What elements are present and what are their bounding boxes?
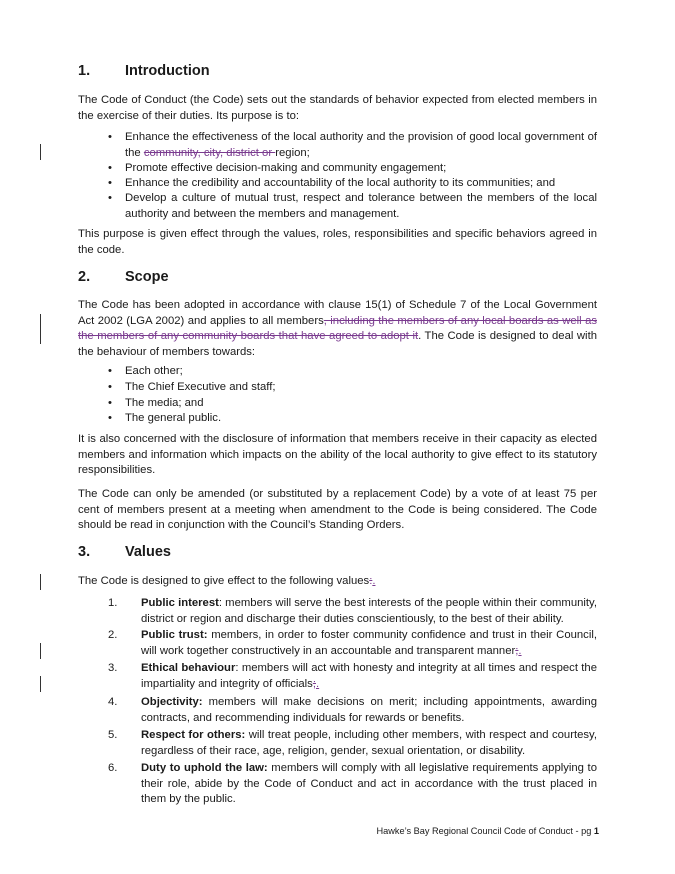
section-title: Values (125, 544, 171, 560)
inserted-text: . (372, 575, 376, 587)
item-number: 6. (108, 762, 118, 774)
list-item: • Develop a culture of mutual trust, respect and tolerance between the members of the local authority and between the members and management. (108, 192, 597, 220)
list-item: 5. Respect for others: will treat people, including other members, with respect and courtesy, regardless of their race, age, religion, gender, sexual orientation, or disability. (108, 729, 597, 757)
inserted-text: . (518, 644, 522, 657)
bullet-icon: • (108, 397, 112, 409)
page-footer: Hawke’s Bay Regional Council Code of Conduct - pg 1 (376, 826, 599, 836)
section-number: 1. (78, 63, 91, 79)
change-bar (40, 574, 41, 590)
bullet-icon: • (108, 412, 112, 424)
section-title: Scope (125, 269, 169, 285)
intro-paragraph: The Code of Conduct (the Code) sets out the standards of behavior expected from elected members in the exercise of their duties. Its purpose is to: (78, 94, 597, 122)
list-item: • The Chief Executive and staff; (108, 380, 597, 396)
item-number: 4. (108, 696, 118, 708)
list-item: 3. Ethical behaviour: members will act with honesty and integrity at all times and respect the impartiality and integrity of officials;. (108, 662, 597, 690)
deleted-text: ; (515, 644, 519, 657)
item-number: 2. (108, 629, 118, 641)
section-heading-scope (78, 270, 378, 288)
list-item: • Enhance the credibility and accountability of the local authority to its communities; and (108, 176, 597, 192)
value-term: Respect for others: (141, 729, 246, 741)
change-bar (40, 643, 41, 659)
bullet-icon: • (108, 381, 112, 393)
scope-disclosure-paragraph: It is also concerned with the disclosure of information that members receive in their capacity as elected members and information which impacts on the ability of the local authority to give effect to its statutory responsibilities. (78, 433, 597, 477)
bullet-icon: • (108, 131, 112, 143)
values-intro: The Code is designed to give effect to the following values:. (78, 575, 376, 587)
bullet-icon: • (108, 192, 112, 204)
bullet-icon: • (108, 162, 112, 174)
value-term: Ethical behaviour (141, 662, 236, 674)
section-number: 3. (78, 544, 91, 560)
list-item: 2. Public trust: members, in order to foster community confidence and trust in their Council, will work together constructively in an accountable and transparent manner;. (108, 629, 597, 657)
page-number: 1 (593, 826, 599, 836)
section-heading-introduction (78, 64, 378, 82)
value-term: Public trust: (141, 629, 208, 641)
section-number: 2. (78, 269, 91, 285)
list-item: 4. Objectivity: members will make decisions on merit; including appointments, awarding contracts, and recommending individuals for rewards or benefits. (108, 696, 597, 724)
intro-closing-paragraph: This purpose is given effect through the values, roles, responsibilities and specific behaviors agreed in the code. (78, 228, 597, 256)
item-number: 1. (108, 597, 118, 609)
section-title: Introduction (125, 63, 210, 79)
item-number: 3. (108, 662, 118, 674)
list-item: 6. Duty to uphold the law: members will comply with all legislative requirements applying to their role, abide by the Code of Conduct and act in accordance with the trust placed in them by the public. (108, 762, 597, 806)
list-item: • The media; and (108, 396, 597, 412)
change-bar (40, 676, 41, 692)
inserted-text: . (315, 677, 320, 690)
list-item: 1. Public interest: members will serve the best interests of the people within their community, district or region and discharge their duties conscientiously, to the best of their ability. (108, 597, 597, 625)
bullet-icon: • (108, 177, 112, 189)
bullet-icon: • (108, 365, 112, 377)
deleted-text: : (369, 575, 373, 587)
list-item: • Enhance the effectiveness of the local authority and the provision of good local government of the community, city, district or region; (108, 131, 597, 159)
deleted-text: , including the members of any local boards as well as the members of any community boards that have agreed to adopt it (78, 314, 597, 343)
list-item: • Promote effective decision-making and community engagement; (108, 161, 597, 177)
list-item: • The general public. (108, 411, 597, 427)
change-bar (40, 144, 41, 160)
value-term: Duty to uphold the law: (141, 762, 268, 774)
list-item: • Each other; (108, 364, 597, 380)
change-bar (40, 314, 41, 344)
scope-amendment-paragraph: The Code can only be amended (or substituted by a replacement Code) by a vote of at least 75 per cent of members present at a meeting when amendment to the Code is being considered. The Code should be read in conjunction with the Council’s Standing Orders. (78, 488, 597, 532)
deleted-text: ; (312, 677, 316, 690)
item-number: 5. (108, 729, 118, 741)
deleted-text: community, city, district or (143, 146, 276, 159)
scope-paragraph: The Code has been adopted in accordance with clause 15(1) of Schedule 7 of the Local Government Act 2002 (LGA 2002) and applies to all members, including the members of any local boards as well as the members of any community boards that have agreed to adopt it. The Code is designed to deal with the behaviour of members towards: (78, 299, 597, 358)
section-heading-values (78, 545, 378, 563)
value-term: Public interest (141, 597, 219, 609)
value-term: Objectivity: (141, 696, 203, 708)
